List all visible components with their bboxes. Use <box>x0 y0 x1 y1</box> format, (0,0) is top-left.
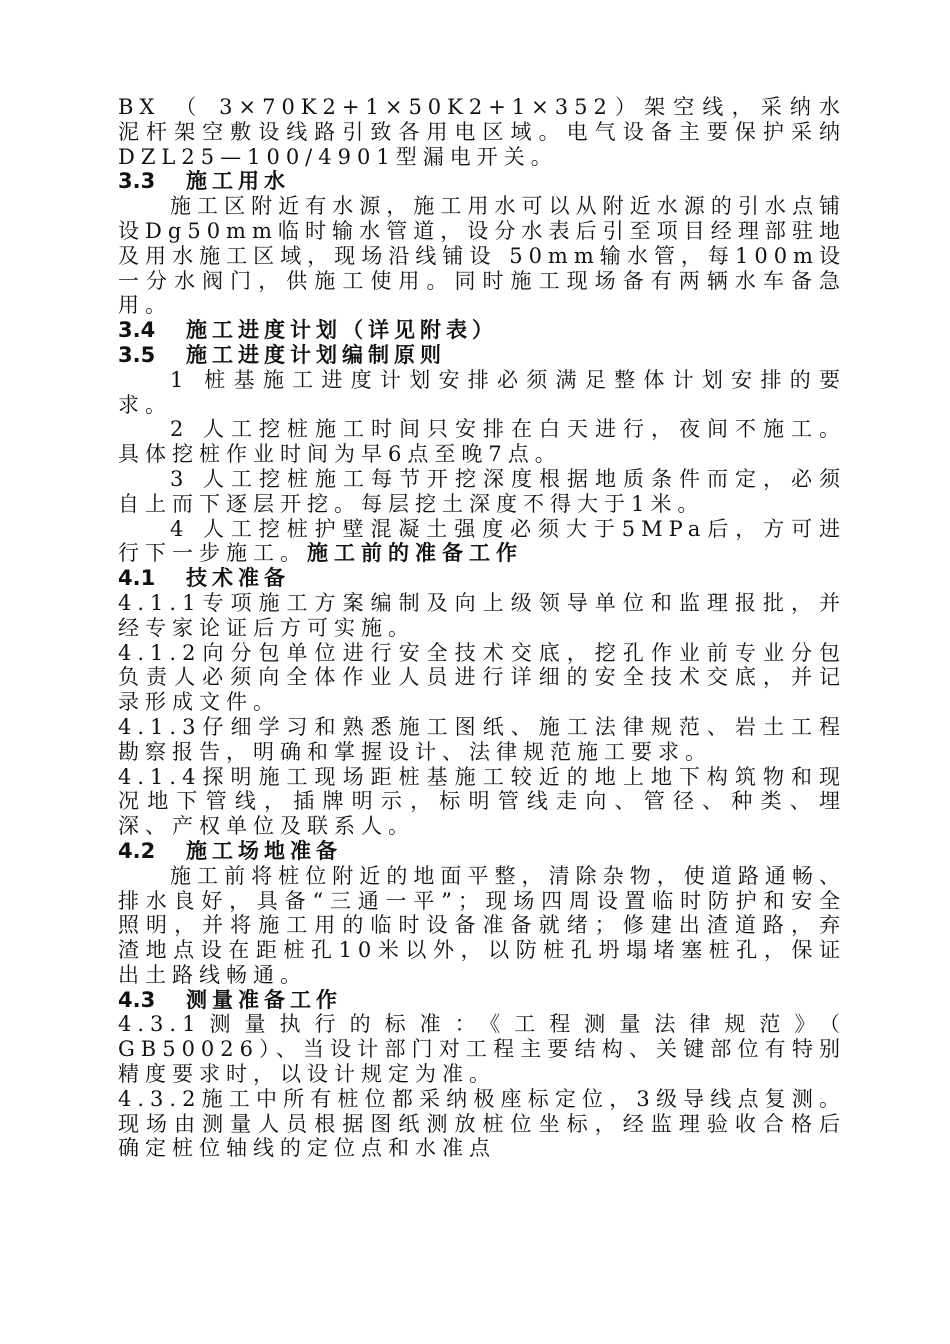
heading-title: 测量准备工作 <box>186 987 342 1012</box>
paragraph-4-3-1: 4.3.1测量执行的标准：《工程测量法律规范》（ GB50026）、当设计部门对工程主要结构、关键部位有特别精度要求时，以设计规定为准。 <box>118 1012 846 1087</box>
heading-4-3 <box>118 988 846 1013</box>
paragraph-principle-2: 2 人工挖桩施工时间只安排在白天进行，夜间不施工。具体挖桩作业时间为早6点至晚7点。 <box>118 417 846 467</box>
paragraph-principle-1: 1 桩基施工进度计划安排必须满足整体计划安排的要求。 <box>118 367 846 417</box>
paragraph-4-1-2: 4.1.2向分包单位进行安全技术交底，挖孔作业前专业分包负责人必须向全体作业人员进行详细的安全技术交底，并记录形成文件。 <box>118 640 846 715</box>
paragraph-4-1-1: 4.1.1专项施工方案编制及向上级领导单位和监理报批，并经专家论证后方可实施。 <box>118 590 846 640</box>
paragraph-principle-3: 3 人工挖桩施工每节开挖深度根据地质条件而定，必须自上而下逐层开挖。每层挖土深度不得大于1米。 <box>118 466 846 516</box>
heading-number: 3.4 <box>118 318 156 343</box>
document-page <box>118 95 846 1161</box>
paragraph-principle-4 <box>118 517 846 567</box>
heading-number: 4.2 <box>118 838 156 863</box>
heading-number: 4.1 <box>118 566 156 591</box>
heading-number: 4.3 <box>118 987 156 1012</box>
heading-title: 施工进度计划编制原则 <box>186 342 446 367</box>
heading-number: 3.5 <box>118 342 156 367</box>
heading-number: 3.3 <box>118 169 156 194</box>
heading-3-4 <box>118 318 846 343</box>
heading-4-2 <box>118 839 846 864</box>
heading-title: 施工进度计划（详见附表） <box>186 318 498 343</box>
paragraph-4-1-4: 4.1.4探明施工现场距桩基施工较近的地上地下构筑物和现况地下管线，插牌明示，标明管线走向、管径、种类、埋深、产权单位及联系人。 <box>118 764 846 839</box>
paragraph-water-supply: 施工区附近有水源，施工用水可以从附近水源的引水点铺设Dg50mm临时输水管道，设分水表后引至项目经理部驻地及用水施工区域，现场沿线铺设 50mm输水管，每100m设一分水阀门，供施工使用。同时施工现场备有两辆水车备急用。 <box>118 194 846 318</box>
heading-4-1 <box>118 566 846 591</box>
paragraph-4-1-3: 4.1.3仔细学习和熟悉施工图纸、施工法律规范、岩土工程勘察报告，明确和掌握设计、法律规范施工要求。 <box>118 714 846 764</box>
heading-3-5 <box>118 343 846 368</box>
paragraph-power-line: BX （ 3×70K2+1×50K2+1×352）架空线，采纳水泥杆架空敷设线路引致各用电区域。电气设备主要保护采纳DZL25—100/4901型漏电开关。 <box>118 95 846 169</box>
paragraph-4-3-2: 4.3.2施工中所有桩位都采纳极座标定位，3级导线点复测。现场由测量人员根据图纸测放桩位坐标，经监理验收合格后确定桩位轴线的定位点和水准点 <box>118 1086 846 1161</box>
paragraph-site-preparation: 施工前将桩位附近的地面平整，清除杂物，使道路通畅、排水良好，具备“三通一平”；现场四周设置临时防护和安全照明，并将施工用的临时设备准备就绪；修建出渣道路，弃渣地点设在距桩孔10米以外，以防桩孔坍塌堵塞桩孔，保证出土路线畅通。 <box>118 863 846 987</box>
section-title-preparation: 施工前的准备工作 <box>307 541 523 566</box>
heading-title: 施工用水 <box>186 169 290 194</box>
heading-title: 施工场地准备 <box>186 838 342 863</box>
heading-3-3 <box>118 169 846 194</box>
principle-4-text: 4 人工挖桩护壁混凝土强度必须大于5MPa后，方可进行下一步施工。 <box>118 516 846 566</box>
heading-title: 技术准备 <box>186 566 290 591</box>
